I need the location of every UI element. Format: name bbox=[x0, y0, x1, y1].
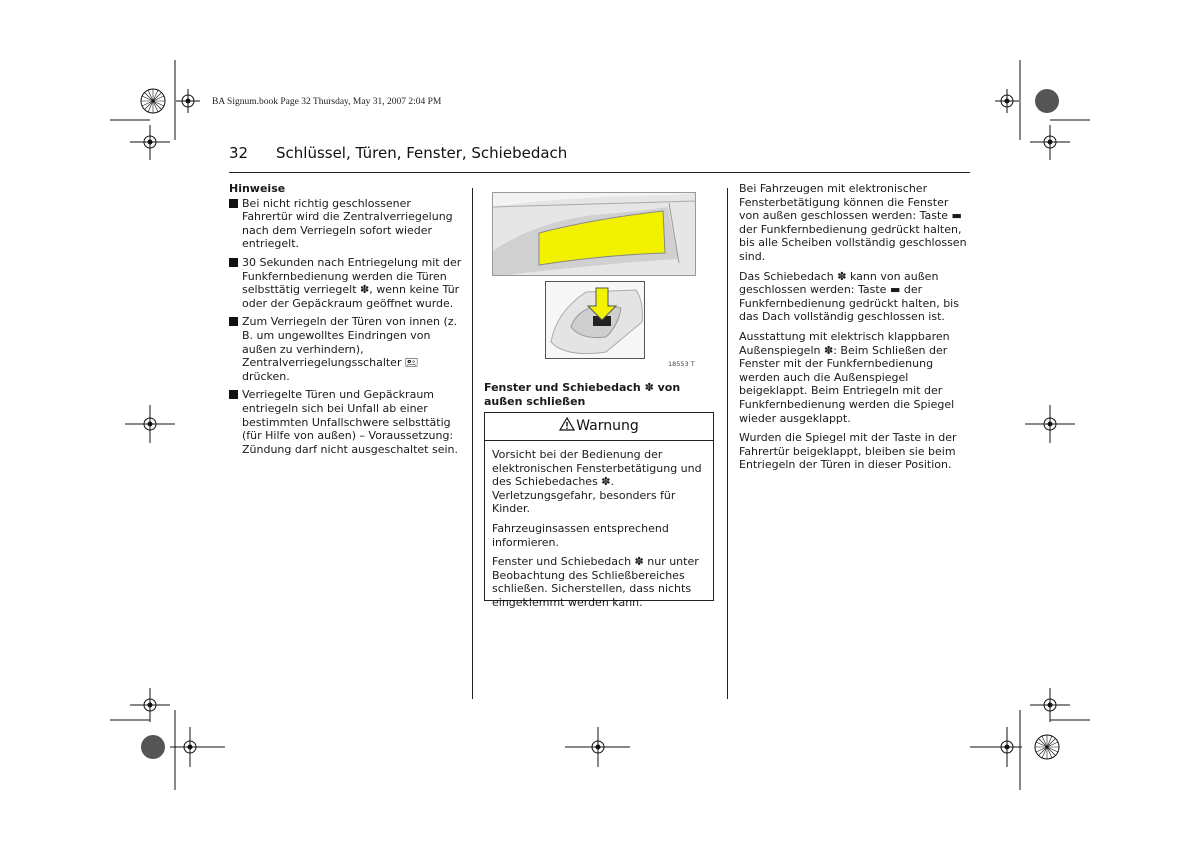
bullet-square-icon bbox=[229, 390, 238, 399]
figure-remote-key bbox=[545, 281, 645, 359]
list-item: 30 Sekunden nach Entriegelung mit der Funkfernbedienung werden die Türen selbsttätig verriegelt ✽, wenn keine Tür oder der Gepäckraum geöffnet wurde. bbox=[229, 256, 462, 310]
bullet-square-icon bbox=[229, 317, 238, 326]
figure-car-windows bbox=[492, 192, 696, 276]
warning-body bbox=[485, 441, 713, 610]
left-column bbox=[229, 182, 462, 461]
list-item: Zum Verriegeln der Türen von innen (z. B. um ungewolltes Eindringen von außen zu verhindern), Zentralverriegelungsschalter 🖭 drücken. bbox=[229, 315, 462, 383]
bullet-square-icon bbox=[229, 199, 238, 208]
warning-paragraph: Fahrzeuginsassen entsprechend informieren. bbox=[492, 521, 669, 549]
list-item: Verriegelte Türen und Gepäckraum entriegeln sich bei Unfall ab einer bestimmten Unfallschwere selbsttätig (für Hilfe von außen) – Voraussetzung: Zündung darf nicht ausgeschaltet sein. bbox=[229, 388, 462, 456]
bullet-square-icon bbox=[229, 258, 238, 267]
warning-box bbox=[484, 412, 714, 609]
page-number: 32 bbox=[229, 144, 249, 162]
column-divider bbox=[472, 188, 473, 699]
body-paragraph: Das Schiebedach ✽ kann von außen geschlossen werden: Taste ▬ der Funkfernbedienung gedrückt halten, bis das Dach vollständig geschlossen ist. bbox=[739, 269, 959, 324]
header-rule bbox=[229, 172, 970, 173]
figure-code: 18553 T bbox=[668, 360, 695, 368]
warning-title: Warnung bbox=[576, 418, 639, 434]
notes-heading: Hinweise bbox=[229, 182, 286, 195]
body-paragraph: Bei Fahrzeugen mit elektronischer Fensterbetätigung können die Fenster von außen geschlossen werden: Taste ▬ der Funkfernbedienung gedrückt halten, bis alle Scheiben vollständig geschlossen sind. bbox=[739, 182, 967, 263]
print-header: BA Signum.book Page 32 Thursday, May 31, 2007 2:04 PM bbox=[212, 97, 442, 107]
column-divider bbox=[727, 188, 728, 699]
body-paragraph: Ausstattung mit elektrisch klappbaren Außenspiegeln ✽: Beim Schließen der Fenster mit der Funkfernbedienung werden auch die Außenspiegel beigeklappt. Beim Entriegeln mit der Funkfernbedienung werden die Spiegel wieder ausgeklappt. bbox=[739, 329, 955, 425]
chapter-title: Schlüssel, Türen, Fenster, Schiebedach bbox=[276, 144, 568, 162]
right-column bbox=[739, 182, 971, 478]
list-item: Bei nicht richtig geschlossener Fahrertür wird die Zentralverriegelung nach dem Verriegeln sofort wieder entriegelt. bbox=[229, 197, 462, 251]
warning-paragraph: Vorsicht bei der Bedienung der elektronischen Fensterbetätigung und des Schiebedaches ✽. Verletzungsgefahr, besonders für Kinder. bbox=[492, 448, 702, 516]
warning-triangle-icon bbox=[559, 417, 575, 431]
warning-paragraph: Fenster und Schiebedach ✽ nur unter Beobachtung des Schließbereiches schließen. Sicherstellen, dass nichts eingeklemmt werden kann. bbox=[492, 555, 699, 609]
section-heading: Fenster und Schiebedach ✽ von außen schließen bbox=[484, 381, 681, 408]
body-paragraph: Wurden die Spiegel mit der Taste in der Fahrertür beigeklappt, bleiben sie beim Entriegeln der Türen in dieser Position. bbox=[739, 431, 957, 472]
warning-title-bar bbox=[485, 413, 713, 441]
